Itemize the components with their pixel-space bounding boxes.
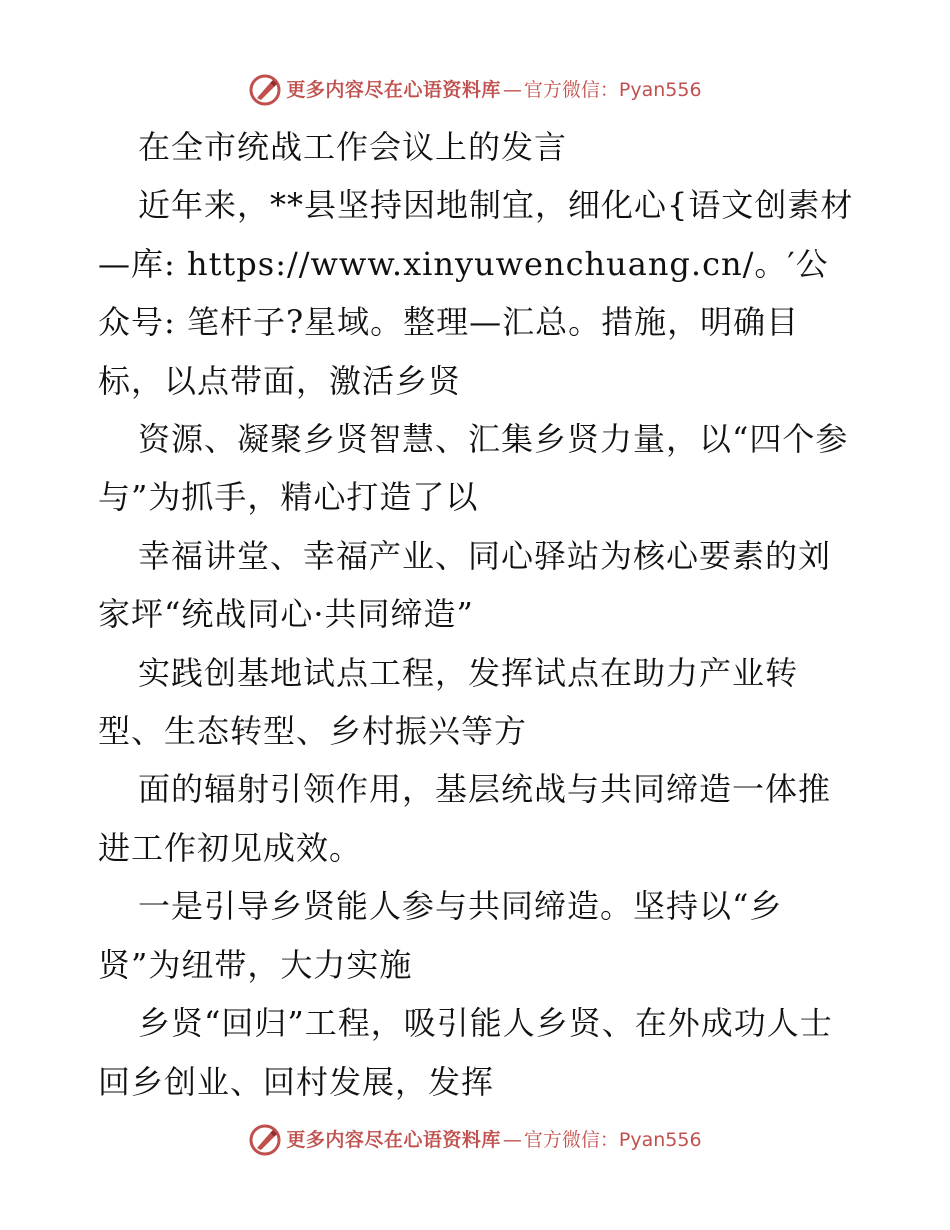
footer-banner [0,1120,950,1160]
banner-text: 更多内容尽在心语资料库 [286,1128,501,1151]
paragraph: 资源、凝聚乡贤智慧、汇集乡贤力量，以“四个参与”为抓手，精心打造了以 [98,420,849,517]
document-title: 在全市统战工作会议上的发言 [138,128,568,166]
banner-contact: 官方微信：Pyan556 [523,78,702,101]
document-body [98,118,858,1111]
banner-contact: 官方微信：Pyan556 [523,1128,702,1151]
banner-separator: — [502,78,522,101]
paragraph: 乡贤“回归”工程，吸引能人乡贤、在外成功人士回乡创业、回村发展，发挥 [98,1004,833,1101]
paragraph: 一是引导乡贤能人参与共同缔造。坚持以“乡贤”为纽带，大力实施 [98,887,783,984]
banner-separator: — [502,1128,522,1151]
header-banner [0,70,950,110]
paragraph: 面的辐射引领作用，基层统战与共同缔造一体推进工作初见成效。 [98,770,832,867]
banner-text: 更多内容尽在心语资料库 [286,78,501,101]
paragraph: 幸福讲堂、幸福产业、同心驿站为核心要素的刘家坪“统战同心·共同缔造” [98,536,832,634]
paragraph: 实践创基地试点工程，发挥试点在助力产业转型、生态转型、乡村振兴等方 [98,653,799,751]
pen-nib-circle-icon [248,73,282,107]
pen-nib-circle-icon [248,1123,282,1157]
paragraph: 近年来，**县坚持因地制宜，细化心{语文创素材—库: https://www.xinyuwenchuang.cn/。′公众号: 笔杆子?星域。整理—汇总。措施，明确目标，以点带面，激活乡贤 [98,186,854,400]
